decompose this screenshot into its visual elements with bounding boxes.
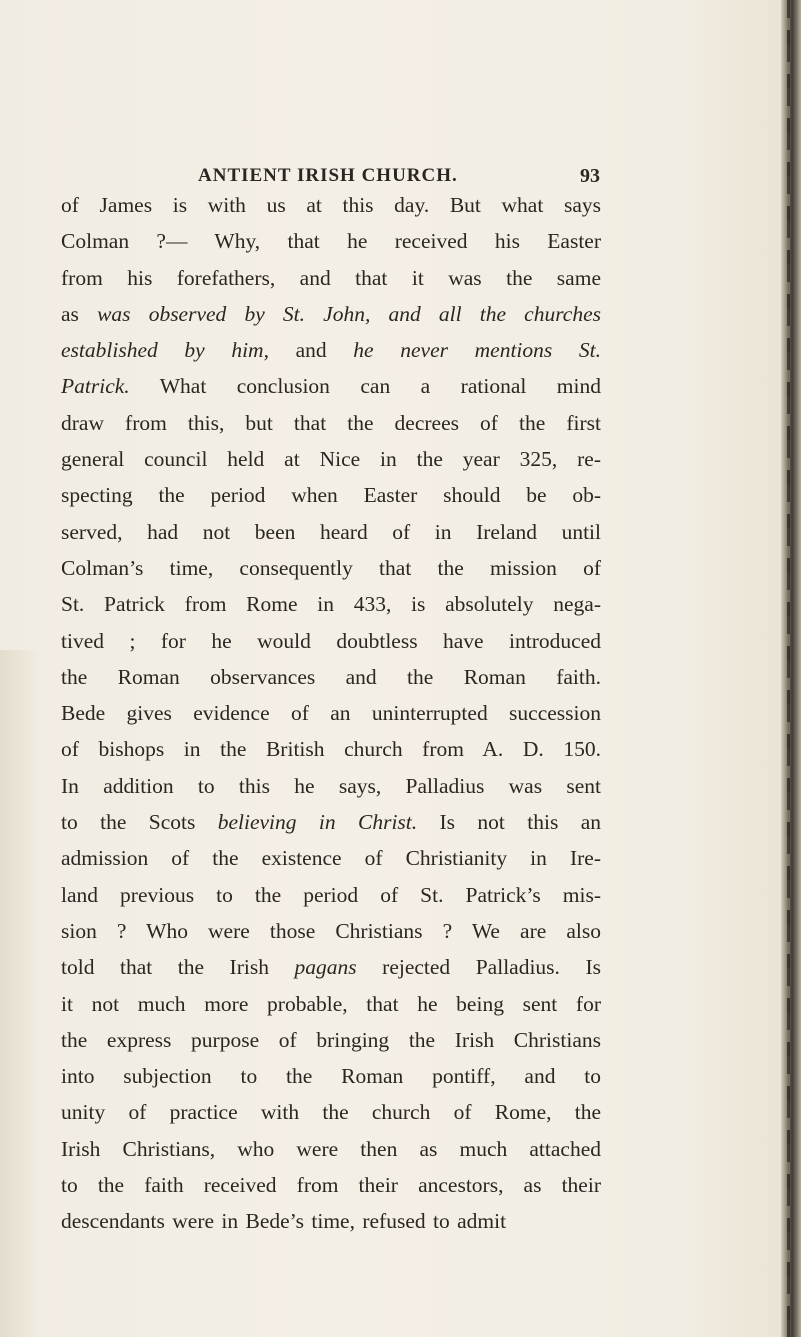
text-line: general council held at Nice in the year 325, re-: [61, 447, 601, 472]
text-line: In addition to this he says, Palladius was sent: [61, 773, 601, 798]
text-line: unity of practice with the church of Rome, the: [61, 1100, 601, 1125]
italic-text: believing in Christ.: [217, 810, 418, 835]
italic-text: established by him,: [61, 338, 269, 363]
text-line: Bede gives evidence of an uninterrupted succession: [61, 701, 601, 726]
text-line: draw from this, but that the decrees of the first: [61, 410, 601, 435]
book-binding: [781, 0, 801, 1337]
text-line: told that the Irish pagans rejected Palladius. Is: [61, 955, 601, 980]
italic-text: was observed by St. John, and all the churches: [97, 301, 601, 326]
text-line: land previous to the period of St. Patrick’s mis-: [61, 882, 601, 907]
running-head: ANTIENT IRISH CHURCH.: [198, 165, 458, 186]
body-text: [61, 187, 601, 1240]
text-line: to the Scots believing in Christ. Is not this an: [61, 810, 601, 835]
text-line: admission of the existence of Christianity in Ire-: [61, 846, 601, 871]
text-line: descendants were in Bede’s time, refused to admit: [61, 1209, 507, 1234]
page-edge-shadow: [0, 650, 40, 1337]
text-line: of bishops in the British church from A. D. 150.: [61, 737, 601, 762]
text-line: from his forefathers, and that it was the same: [61, 265, 601, 290]
text-line: of James is with us at this day. But what says: [61, 193, 601, 217]
text-line: served, had not been heard of in Ireland until: [61, 519, 601, 544]
text-line: into subjection to the Roman pontiff, and to: [61, 1064, 601, 1089]
italic-text: he never mentions St.: [353, 338, 601, 363]
text-line: tived ; for he would doubtless have introduced: [61, 628, 601, 653]
text-line: established by him, and he never mentions St.: [61, 338, 601, 363]
text-line: the Roman observances and the Roman faith.: [61, 664, 601, 689]
text-line: Colman’s time, consequently that the mission of: [61, 555, 601, 580]
text-line: as was observed by St. John, and all the churches: [61, 301, 601, 326]
text-line: specting the period when Easter should be ob-: [61, 483, 601, 508]
italic-text: pagans: [294, 955, 357, 980]
text-line: St. Patrick from Rome in 433, is absolutely nega-: [61, 592, 601, 617]
text-line: Patrick. What conclusion can a rational mind: [61, 374, 601, 399]
page-number: 93: [580, 165, 600, 187]
text-line: it not much more probable, that he being sent for: [61, 991, 601, 1016]
text-line: the express purpose of bringing the Irish Christians: [61, 1027, 601, 1052]
text-line: Colman ?— Why, that he received his Easter: [61, 229, 601, 254]
italic-text: Patrick.: [61, 374, 130, 399]
text-line: to the faith received from their ancestors, as their: [61, 1173, 601, 1198]
text-line: Irish Christians, who were then as much attached: [61, 1136, 601, 1161]
text-line: sion ? Who were those Christians ? We are also: [61, 918, 601, 943]
